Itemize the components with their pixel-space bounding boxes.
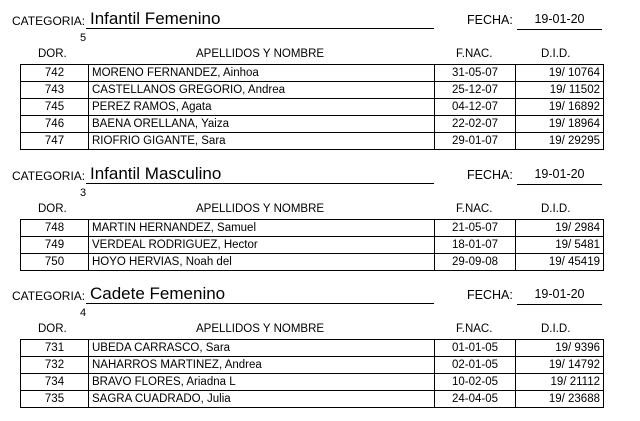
birthdate-cell: 18-01-07 xyxy=(435,237,516,254)
did-cell: 19/ 10764 xyxy=(548,67,600,79)
birthdate-cell: 24-04-05 xyxy=(435,391,516,408)
col-header-apellidos: APELLIDOS Y NOMBRE xyxy=(196,203,325,215)
section-header xyxy=(0,8,640,30)
col-header-fnac: F.NAC. xyxy=(456,48,493,60)
did-cell: 19/ 45419 xyxy=(516,254,604,271)
table-row xyxy=(21,391,604,408)
participants-table xyxy=(20,219,604,271)
name-cell: MARTIN HERNANDEZ, Samuel xyxy=(89,220,435,237)
table-row xyxy=(21,220,604,237)
did-cell: 19/ 29295 xyxy=(516,133,604,150)
did-cell: 19/ 21112 xyxy=(516,374,604,391)
did-cell: 19/ 16892 xyxy=(516,99,604,116)
birthdate-cell: 29-09-08 xyxy=(435,254,516,271)
table-row xyxy=(21,357,604,374)
did-cell: 19/ 23688 xyxy=(516,391,604,408)
table-row xyxy=(21,237,604,254)
fecha-label: FECHA: xyxy=(467,13,513,27)
col-header-dor: DOR. xyxy=(38,203,67,215)
table-row xyxy=(21,65,604,82)
table-row xyxy=(21,99,604,116)
birthdate-cell: 04-12-07 xyxy=(435,99,516,116)
category-name: Infantil Masculino xyxy=(86,164,434,184)
did-cell: 19/ 5481 xyxy=(516,237,604,254)
fecha-value: 19-01-20 xyxy=(517,287,602,305)
dorsal-cell: 731 xyxy=(21,340,89,357)
birthdate-cell: 31-05-07 xyxy=(435,65,516,82)
did-cell: 19/ 14792 xyxy=(516,357,604,374)
fecha-value: 19-01-20 xyxy=(517,12,602,30)
name-cell: BRAVO FLORES, Ariadna L xyxy=(89,374,435,391)
col-header-dor: DOR. xyxy=(38,323,67,335)
category-name: Cadete Femenino xyxy=(86,284,434,304)
category-name: Infantil Femenino xyxy=(86,9,434,29)
birthdate-cell: 29-01-07 xyxy=(435,133,516,150)
dorsal-cell: 735 xyxy=(21,391,89,408)
did-cell: 19/ 2984 xyxy=(555,222,600,234)
name-cell: RIOFRIO GIGANTE, Sara xyxy=(89,133,435,150)
fecha-label: FECHA: xyxy=(467,168,513,182)
table-row xyxy=(21,374,604,391)
participant-count: 3 xyxy=(80,187,87,199)
section-header xyxy=(0,163,640,185)
categoria-label: CATEGORIA: xyxy=(12,289,86,303)
col-header-apellidos: APELLIDOS Y NOMBRE xyxy=(196,323,325,335)
name-cell: SAGRA CUADRADO, Julia xyxy=(89,391,435,408)
table-row xyxy=(21,116,604,133)
participants-table xyxy=(20,64,604,150)
dorsal-cell: 749 xyxy=(21,237,89,254)
birthdate-cell: 25-12-07 xyxy=(435,82,516,99)
col-header-did: D.I.D. xyxy=(541,203,571,215)
categoria-label: CATEGORIA: xyxy=(12,14,86,28)
dorsal-cell: 732 xyxy=(21,357,89,374)
birthdate-cell: 02-01-05 xyxy=(435,357,516,374)
birthdate-cell: 21-05-07 xyxy=(435,220,516,237)
dorsal-cell: 742 xyxy=(21,65,89,82)
dorsal-cell: 745 xyxy=(21,99,89,116)
dorsal-cell: 746 xyxy=(21,116,89,133)
name-cell: HOYO HERVIAS, Noah del xyxy=(89,254,435,271)
dorsal-cell: 747 xyxy=(21,133,89,150)
table-row xyxy=(21,82,604,99)
birthdate-cell: 10-02-05 xyxy=(435,374,516,391)
dorsal-cell: 734 xyxy=(21,374,89,391)
name-cell: MORENO FERNANDEZ, Ainhoa xyxy=(89,65,435,82)
birthdate-cell: 22-02-07 xyxy=(435,116,516,133)
did-cell: 19/ 11502 xyxy=(516,82,604,99)
table-row xyxy=(21,340,604,357)
col-header-apellidos: APELLIDOS Y NOMBRE xyxy=(196,48,325,60)
table-row xyxy=(21,133,604,150)
name-cell: NAHARROS MARTINEZ, Andrea xyxy=(89,357,435,374)
section-header xyxy=(0,283,640,305)
categoria-label: CATEGORIA: xyxy=(12,169,86,183)
participant-count: 5 xyxy=(80,32,87,44)
name-cell: PEREZ RAMOS, Agata xyxy=(89,99,435,116)
fecha-label: FECHA: xyxy=(467,288,513,302)
name-cell: VERDEAL RODRIGUEZ, Hector xyxy=(89,237,435,254)
name-cell: UBEDA CARRASCO, Sara xyxy=(89,340,435,357)
did-cell: 19/ 18964 xyxy=(516,116,604,133)
fecha-value: 19-01-20 xyxy=(517,167,602,185)
col-header-did: D.I.D. xyxy=(541,48,571,60)
dorsal-cell: 750 xyxy=(21,254,89,271)
participant-count: 4 xyxy=(80,307,87,319)
name-cell: BAENA ORELLANA, Yaiza xyxy=(89,116,435,133)
col-header-fnac: F.NAC. xyxy=(456,203,493,215)
table-row xyxy=(21,254,604,271)
dorsal-cell: 743 xyxy=(21,82,89,99)
participants-table xyxy=(20,339,604,408)
col-header-did: D.I.D. xyxy=(541,323,571,335)
birthdate-cell: 01-01-05 xyxy=(435,340,516,357)
dorsal-cell: 748 xyxy=(21,220,89,237)
did-cell: 19/ 9396 xyxy=(555,342,600,354)
col-header-dor: DOR. xyxy=(38,48,67,60)
col-header-fnac: F.NAC. xyxy=(456,323,493,335)
name-cell: CASTELLANOS GREGORIO, Andrea xyxy=(89,82,435,99)
